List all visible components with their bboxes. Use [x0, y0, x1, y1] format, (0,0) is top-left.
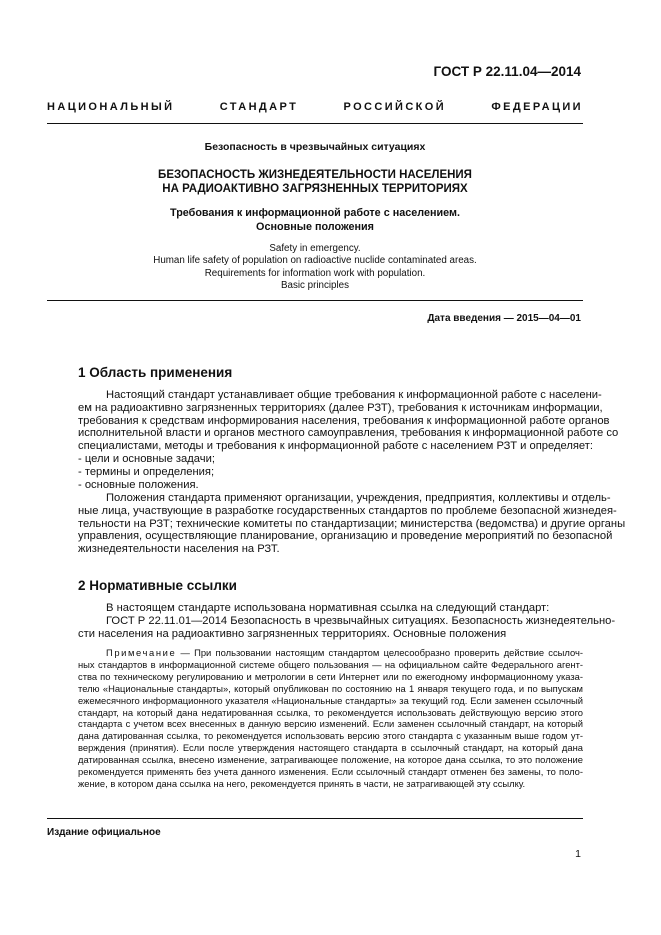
text-line: В настоящем стандарте использована нормативная ссылка на следующий стандарт:: [106, 602, 550, 614]
subtitle-line: Основные положения: [256, 220, 374, 233]
note-line: ства по техническому регулированию и метрологии в сети Интернет или по ежегодному информационному указа-: [78, 670, 583, 682]
text-line: Положения стандарта применяют организации, учреждения, предприятия, коллективы и отдель-: [106, 492, 611, 504]
note-line: [78, 647, 583, 659]
section-1-paragraph-1: [78, 389, 619, 453]
note-line: дана датированная ссылка, то рекомендуется использовать версию этого стандарта с указанным выше годом ут-: [78, 730, 583, 742]
note-line: датированная ссылка, внесено изменение, затрагивающее положение, на которое дана ссылка, то это положение: [78, 754, 583, 766]
section-2-heading: 2 Нормативные ссылки: [78, 578, 237, 593]
title-rule: [47, 300, 583, 301]
text-line: исполнительной власти и органов местного самоуправления, требования к информационной работе со: [78, 427, 619, 440]
section-1-list: [78, 453, 583, 491]
text-line: ГОСТ Р 22.11.01—2014 Безопасность в чрезвычайных ситуациях. Безопасность жизнедеятельно-: [106, 615, 616, 627]
english-title-line: Basic principles: [280, 279, 350, 291]
note-line: верждения (принятия). Если после утверждения настоящего стандарта в ссылочный стандарт, на который дана: [78, 742, 583, 754]
footer-rule: [47, 818, 583, 819]
list-item: - цели и основные задачи;: [78, 453, 215, 465]
note-line: ных стандартов в информационной системе общего пользования — на официальном сайте Федерального агент-: [78, 658, 583, 670]
series-title: Безопасность в чрезвычайных ситуациях: [204, 141, 426, 153]
note-first-text: — При пользовании настоящим стандартом целесообразно проверить действие ссылоч-: [176, 647, 583, 658]
document-code: ГОСТ Р 22.11.04—2014: [433, 64, 581, 79]
english-title: [47, 243, 583, 292]
note-line: стандарта с учетом всех внесенных в данную версию изменений. Если заменен ссылочный стандарт, на который: [78, 718, 583, 730]
subtitle-line: Требования к информационной работе с населением.: [170, 207, 460, 219]
note-line: телю «Национальные стандарты», который опубликован по состоянию на 1 января текущего года, и по выпускам: [78, 682, 583, 694]
introduction-date: Дата введения — 2015—04—01: [427, 313, 581, 324]
text-line: требования к средствам информирования населения, требования к информационной работе органов: [78, 414, 610, 427]
text-line: жизнедеятельности населения на РЗТ.: [78, 543, 280, 556]
text-line: ные лица, участвующие в разработке государственных стандартов по проблеме безопасной жизнедея-: [78, 504, 617, 517]
main-title: [47, 168, 583, 196]
official-edition-label: Издание официальное: [47, 827, 161, 838]
section-1-heading: 1 Область применения: [78, 365, 233, 380]
text-line: тельности на РЗТ; технические комитеты по стандартизации; министерства (ведомства) и другие органы: [78, 517, 626, 530]
note-label: Примечание: [106, 647, 177, 658]
normative-reference: [78, 615, 616, 641]
text-line: управления, осуществляющие планирование, организацию и проведение мероприятий по безопасной: [78, 530, 613, 543]
page-number: 1: [575, 848, 581, 860]
main-title-line: БЕЗОПАСНОСТЬ ЖИЗНЕДЕЯТЕЛЬНОСТИ НАСЕЛЕНИЯ: [158, 169, 472, 181]
list-item: - термины и определения;: [78, 465, 215, 478]
section-2-paragraph-1: [78, 602, 583, 615]
note-line: ежемесячного информационного указателя «Национальные стандарты» за текущий год. Если заменен ссылочный: [78, 694, 583, 706]
english-title-line: Safety in emergency.: [269, 243, 361, 254]
note-line: рекомендуется применять без учета данного изменения. Если ссылочный стандарт отменен без замены, то поло-: [78, 766, 583, 778]
english-title-line: Requirements for information work with population.: [204, 267, 426, 279]
note-line: жение, в котором дана ссылка на него, рекомендуется принять в части, не затрагивающей эту ссылку.: [78, 777, 526, 789]
english-title-line: Human life safety of population on radioactive nuclide contaminated areas.: [153, 255, 477, 267]
section-1-paragraph-2: [78, 492, 626, 556]
header-rule: [47, 123, 583, 124]
main-title-line: НА РАДИОАКТИВНО ЗАГРЯЗНЕННЫХ ТЕРРИТОРИЯХ: [162, 183, 468, 195]
text-line: сти населения на радиоактивно загрязненных территориях. Основные положения: [78, 627, 507, 640]
note-line: стандарт, на который дана недатированная ссылка, то рекомендуется использовать действующую версию этого: [78, 706, 583, 718]
national-standard-banner: НАЦИОНАЛЬНЫЙ СТАНДАРТ РОССИЙСКОЙ ФЕДЕРАЦИИ: [47, 101, 583, 113]
text-line: Настоящий стандарт устанавливает общие требования к информационной работе с населени-: [106, 389, 602, 401]
text-line: специалистами, методы и требования к информационной работе с населением РЗТ и определяет:: [78, 440, 594, 453]
list-item: - основные положения.: [78, 478, 199, 491]
text-line: ем на радиоактивно загрязненных территориях (далее РЗТ), требования к источникам информации,: [78, 401, 603, 414]
subtitle: [47, 207, 583, 234]
note-block: [78, 647, 583, 790]
